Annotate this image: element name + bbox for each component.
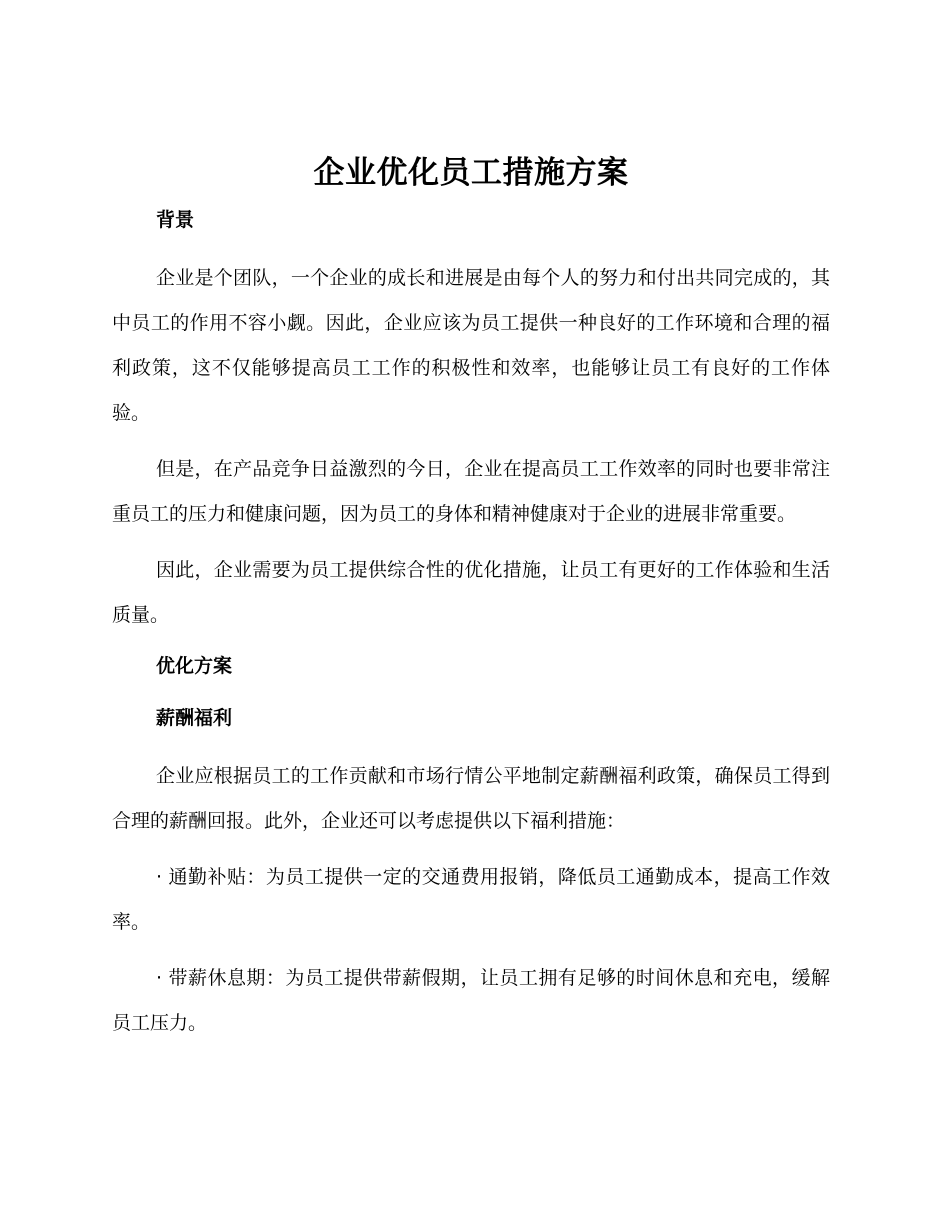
- paragraph-background-2: 但是，在产品竞争日益激烈的今日，企业在提高员工工作效率的同时也要非常注重员工的压力和健康问题，因为员工的身体和精神健康对于企业的进展非常重要。: [112, 458, 830, 525]
- spacer: [112, 638, 830, 650]
- spacer: [112, 734, 830, 754]
- spacer: [112, 945, 830, 956]
- section-heading-salary: 薪酬福利: [156, 707, 233, 729]
- document-title: 企业优化员工措施方案: [313, 155, 629, 191]
- paragraph-background-1: 企业是个团队，一个企业的成长和进展是由每个人的努力和付出共同完成的，其中员工的作用不容小觑。因此，企业应该为员工提供一种良好的工作环境和合理的福利政策，这不仅能够提高员工工作的积极性和效率，也能够让员工有良好的工作体验。: [112, 267, 830, 424]
- spacer: [112, 537, 830, 548]
- spacer: [112, 682, 830, 702]
- spacer: [112, 196, 830, 204]
- bullet-commute-subsidy: · 通勤补贴：为员工提供一定的交通费用报销，降低员工通勤成本，提高工作效率。: [112, 866, 830, 933]
- spacer: [112, 236, 830, 256]
- paragraph-background-3: 因此，企业需要为员工提供综合性的优化措施，让员工有更好的工作体验和生活质量。: [112, 559, 830, 626]
- paragraph-salary: 企业应根据员工的工作贡献和市场行情公平地制定薪酬福利政策，确保员工得到合理的薪酬回报。此外，企业还可以考虑提供以下福利措施：: [112, 765, 830, 832]
- bullet-paid-leave: · 带薪休息期：为员工提供带薪假期，让员工拥有足够的时间休息和充电，缓解员工压力。: [112, 967, 830, 1034]
- section-heading-background: 背景: [156, 209, 195, 231]
- spacer: [112, 436, 830, 447]
- spacer: [112, 844, 830, 855]
- section-heading-plan: 优化方案: [156, 655, 233, 677]
- document-page: [112, 150, 830, 1046]
